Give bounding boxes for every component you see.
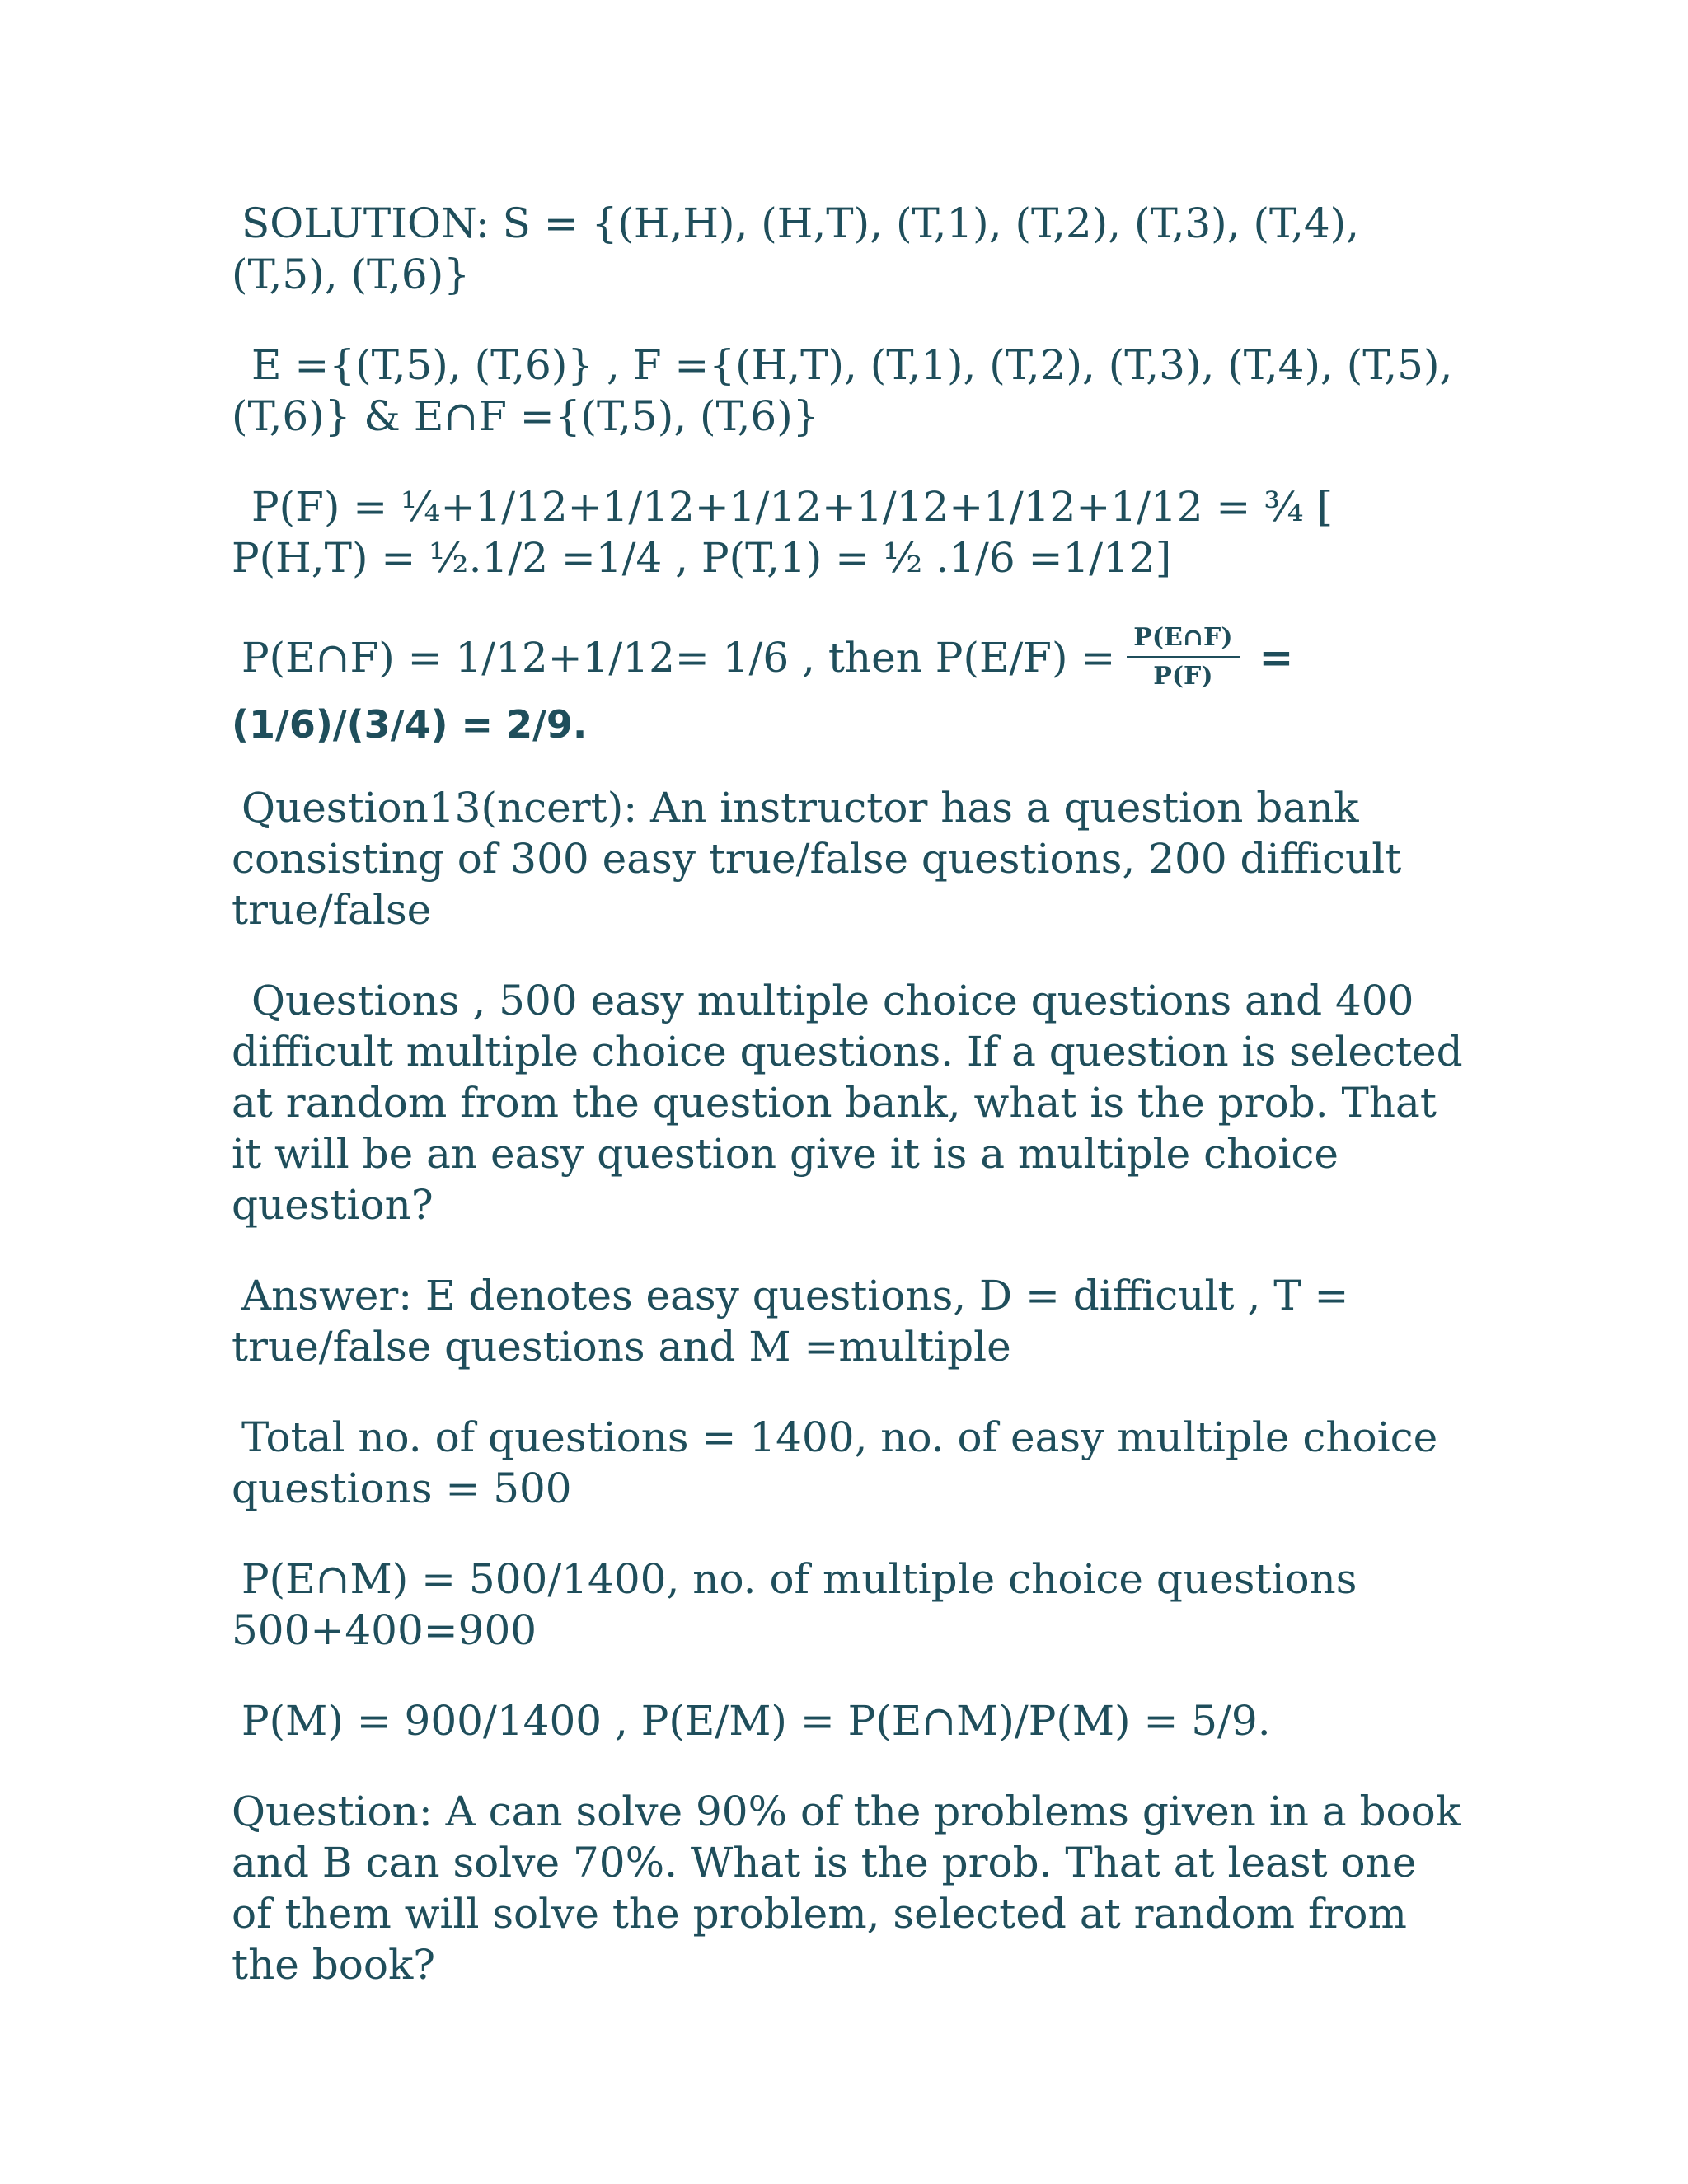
conditional-probability-result: (1/6)/(3/4) = 2/9. [232,702,588,747]
equals-sign: = [1259,632,1294,682]
answer-notation: Answer: E denotes easy questions, D = difficult , T = true/false questions and M =multiple [232,1272,1349,1371]
final-conditional-probability: P(M) = 900/1400 , P(E/M) = P(E∩M)/P(M) = 5/9. [241,1697,1271,1745]
solution-sample-space: SOLUTION: S = {(H,H), (H,T), (T,1), (T,2), (T,3), (T,4), (T,5), (T,6)} [232,199,1360,298]
document-body [232,198,1468,2030]
fraction-numerator: P(E∩F) [1127,623,1239,658]
question-totals: Total no. of questions = 1400, no. of easy multiple choice questions = 500 [232,1413,1438,1512]
events-definition: E ={(T,5), (T,6)} , F ={(H,T), (T,1), (T,2), (T,3), (T,4), (T,5), (T,6)} & E∩F ={(T,5), (T,6)} [232,341,1453,440]
joint-probability: P(E∩M) = 500/1400, no. of multiple choice questions 500+400=900 [232,1555,1357,1654]
question-13-intro: Question13(ncert): An instructor has a question bank consisting of 300 easy true/false questions, 200 difficult true/false [232,784,1402,934]
conditional-probability-text: P(E∩F) = 1/12+1/12= 1/6 , then P(E/F) = [241,633,1116,682]
next-question: Question: A can solve 90% of the problems given in a book and B can solve 70%. What is the prob. That at least one of them will solve the problem, selected at random from the book? [232,1788,1461,1989]
question-13-body: Questions , 500 easy multiple choice questions and 400 difficult multiple choice questions. If a question is selected at random from the question bank, what is the prob. That it will be an easy question give it is a multiple choice question? [232,977,1463,1229]
fraction [1127,623,1239,691]
conditional-probability-line [232,623,1468,691]
fraction-denominator: P(F) [1153,662,1213,691]
probability-of-f: P(F) = ¼+1/12+1/12+1/12+1/12+1/12+1/12 = ¾ [ P(H,T) = ½.1/2 =1/4 , P(T,1) = ½ .1/6 =1/12] [232,483,1334,582]
